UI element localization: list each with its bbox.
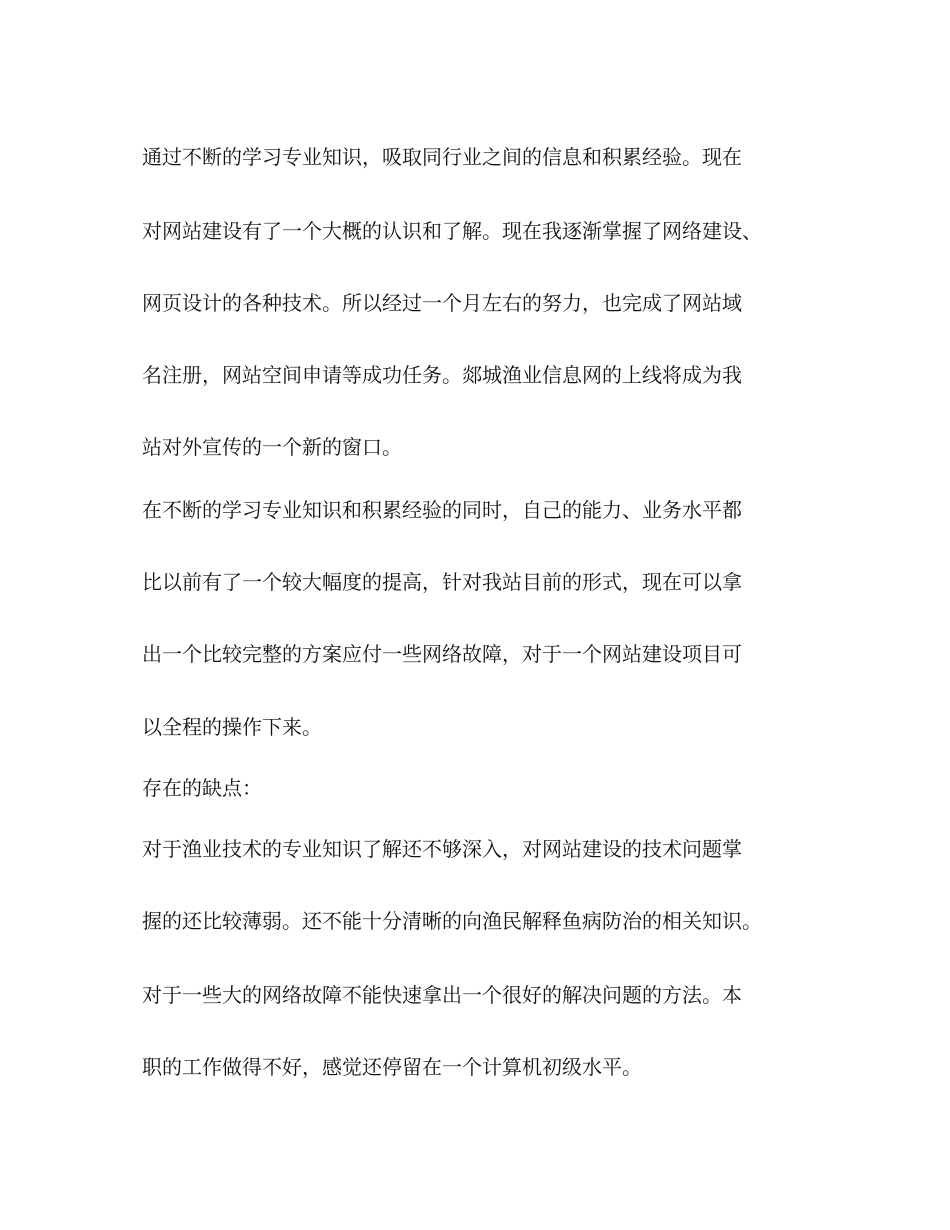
text-line: 以全程的操作下来。 (142, 715, 322, 739)
text-line: 出一个比较完整的方案应付一些网络故障，对于一个网站建设项目可 (142, 642, 742, 666)
text-line: 比以前有了一个较大幅度的提高，针对我站目前的形式，现在可以拿 (142, 570, 742, 594)
text-line: 通过不断的学习专业知识，吸取同行业之间的信息和积累经验。现在 (142, 145, 742, 169)
text-line: 职的工作做得不好，感觉还停留在一个计算机初级水平。 (142, 1055, 642, 1079)
text-line: 站对外宣传的一个新的窗口。 (142, 435, 402, 459)
section-heading: 存在的缺点： (142, 776, 262, 800)
text-line: 对网站建设有了一个大概的认识和了解。现在我逐渐掌握了网络建设、 (142, 219, 762, 243)
text-line: 网页设计的各种技术。所以经过一个月左右的努力，也完成了网站域 (142, 291, 742, 315)
text-line: 对于一些大的网络故障不能快速拿出一个很好的解决问题的方法。本 (142, 983, 742, 1007)
text-line: 名注册，网站空间申请等成功任务。郯城渔业信息网的上线将成为我 (142, 363, 742, 387)
text-line: 在不断的学习专业知识和积累经验的同时，自己的能力、业务水平都 (142, 498, 742, 522)
text-line: 握的还比较薄弱。还不能十分清晰的向渔民解释鱼病防治的相关知识。 (142, 909, 762, 933)
text-line: 对于渔业技术的专业知识了解还不够深入，对网站建设的技术问题掌 (142, 837, 742, 861)
